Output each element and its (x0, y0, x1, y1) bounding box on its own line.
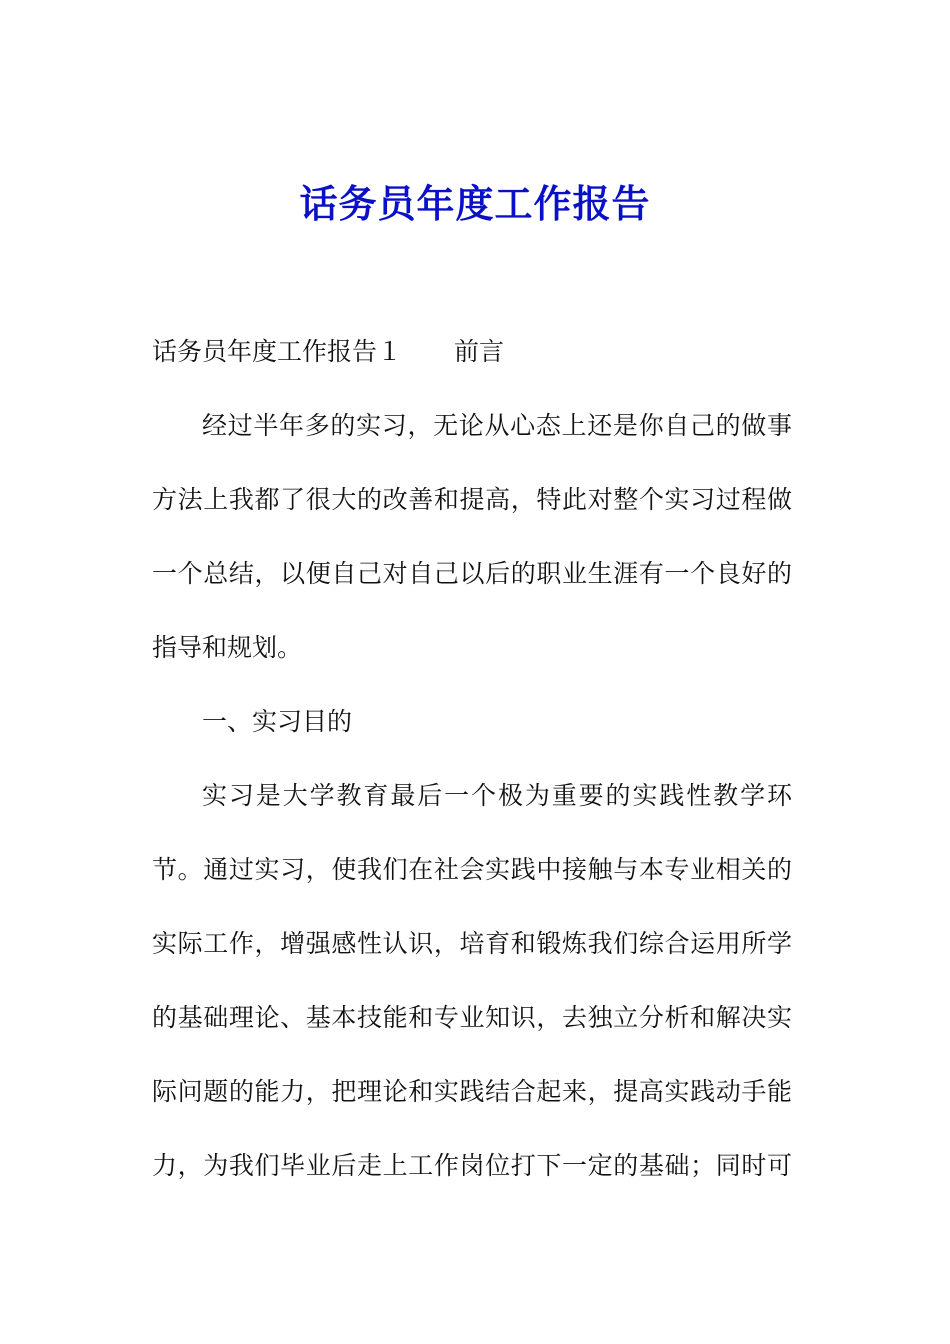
paragraph-line: 实习是大学教育最后一个极为重要的实践性教学环 (202, 781, 792, 810)
paragraph-line: 际问题的能力，把理论和实践结合起来，提高实践动手能 (152, 1077, 792, 1106)
preface-label: 前言 (454, 337, 505, 366)
paragraph-line: 经过半年多的实习，无论从心态上还是你自己的做事 (202, 411, 792, 440)
report-subtitle: 话务员年度工作报告１ (152, 337, 403, 366)
report-subtitle-line (152, 334, 792, 370)
paragraph-line: 节。通过实习，使我们在社会实践中接触与本专业相关的 (152, 855, 792, 884)
paragraph-line: 实际工作，增强感性认识，培育和锻炼我们综合运用所学 (152, 929, 792, 958)
paragraph-line: 方法上我都了很大的改善和提高，特此对整个实习过程做 (152, 485, 792, 514)
section-heading: 一、实习目的 (202, 707, 353, 736)
document-title: 话务员年度工作报告 (299, 181, 651, 226)
paragraph-line: 力，为我们毕业后走上工作岗位打下一定的基础；同时可 (152, 1151, 792, 1180)
paragraph-line: 指导和规划。 (152, 633, 303, 662)
paragraph-line: 的基础理论、基本技能和专业知识，去独立分析和解决实 (152, 1003, 792, 1032)
paragraph-line: 一个总结，以便自己对自己以后的职业生涯有一个良好的 (152, 559, 792, 588)
